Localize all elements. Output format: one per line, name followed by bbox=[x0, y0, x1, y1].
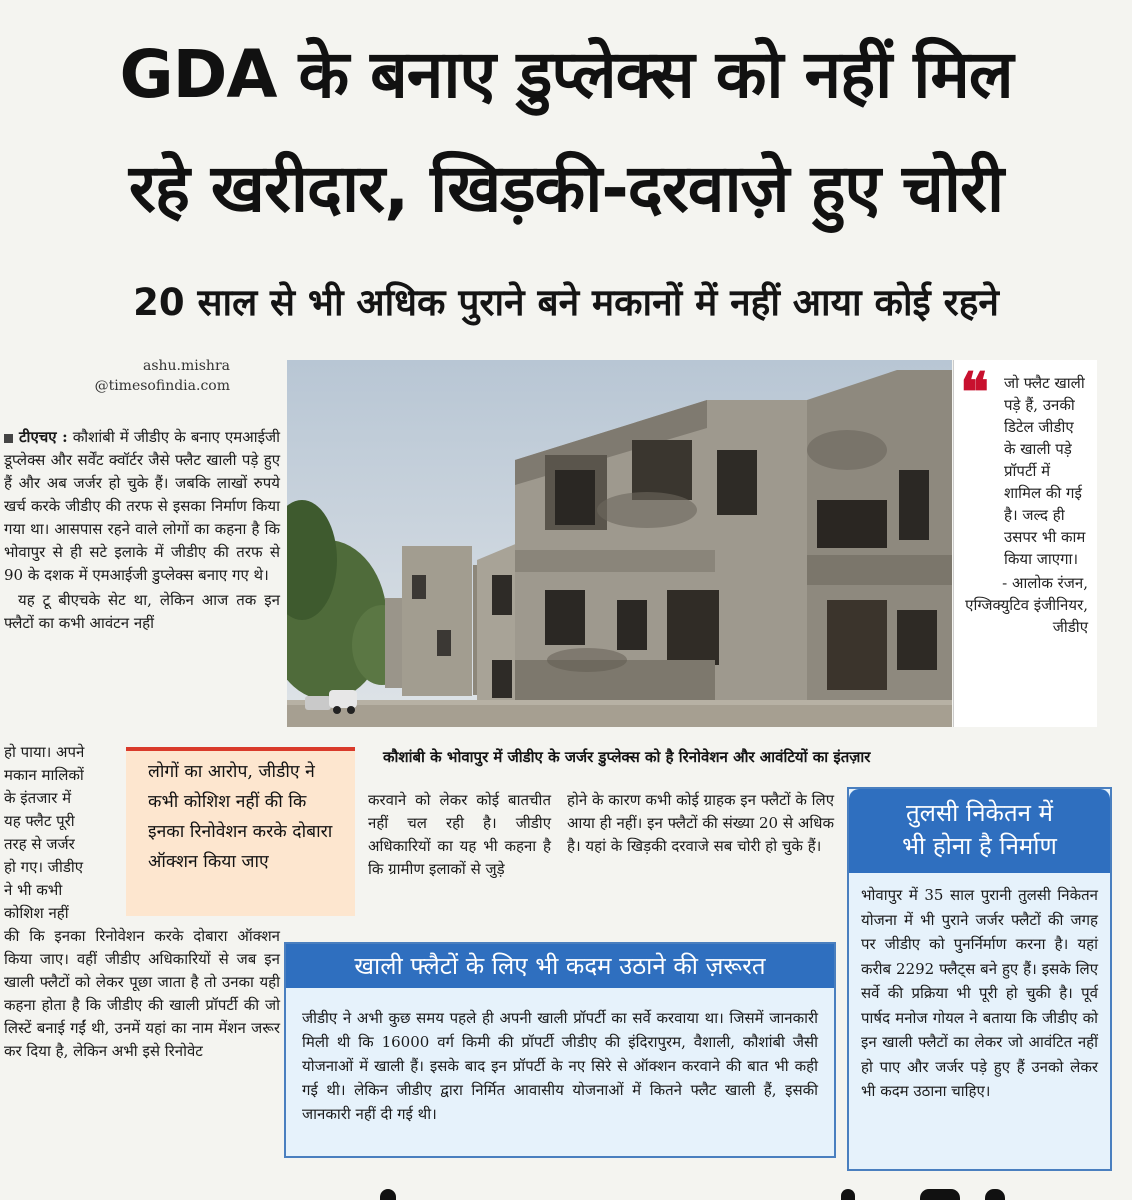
box-empty-flats-text: जीडीए ने अभी कुछ समय पहले ही अपनी खाली प्रॉपर्टी का सर्वे करवाया था। जिसमें जानकारी मिली थी कि 16000 वर्ग किमी की प्रॉपर्टी जीडीए की इंदिरापुरम, वैशाली, कौशांबी जैसी योजनाओं में खाली हैं। इसके बाद इन प्रॉपर्टी के नए सिरे से ऑक्शन करवाने की बात भी कही गई थी। लेकिन जीडीए द्वारा निर्मित आवासीय योजनाओं में कितने फ्लैट खाली हैं, इसकी जानकारी नहीं दी गई थी। bbox=[302, 1009, 818, 1123]
article-column-3: होने के कारण कभी कोई ग्राहक इन फ्लैटों के लिए आया ही नहीं। इन फ्लैटों की संख्या 20 से अधिक है। यहां के खिड़की दरवाजे सब चोरी हो चुके हैं। bbox=[567, 791, 834, 855]
narrow-line: यह फ्लैट पूरी bbox=[4, 812, 75, 830]
quote-text bbox=[964, 372, 1088, 638]
quote-box bbox=[953, 360, 1097, 727]
headline-line-2: रहे खरीदार, खिड़की-दरवाज़े हुए चोरी bbox=[128, 150, 1004, 227]
article-paragraph-3: की कि इनका रिनोवेशन करके दोबारा ऑक्शन किया जाए। वहीं जीडीए अधिकारियों से जब इन खाली फ्लैटों को लेकर पूछा जाता है तो उनका यही कहना होता है कि जीडीए की खाली प्रॉपर्टी की जो लिस्टें बनाई गईं थी, उनमें यहां का नाम मेंशन जरूर कर दिया है, लेकिन अभी इसे रिनोवेट bbox=[4, 927, 280, 1060]
quote-body: जो फ्लैट खाली पड़े हैं, उनकी डिटेल जीडीए के खाली पड़े प्रॉपर्टी में शामिल की गई है। जल्द ही उसपर भी काम किया जाएगा। bbox=[1004, 374, 1086, 568]
photo-caption: कौशांबी के भोवापुर में जीडीए के जर्जर डुप्लेक्स को है रिनोवेशन और आवंटियों का इंतज़ार bbox=[383, 748, 871, 766]
narrow-line: मकान मालिकों bbox=[4, 766, 84, 784]
article-column-1-top bbox=[4, 426, 280, 637]
box-tulsi-heading-line-2: भी होना है निर्माण bbox=[902, 832, 1057, 860]
quote-mark-icon: ❝ bbox=[960, 360, 990, 424]
byline bbox=[40, 356, 230, 396]
byline-name: ashu.mishra bbox=[142, 358, 230, 374]
duplex-buildings-photo bbox=[287, 360, 952, 727]
article-column-1-narrow bbox=[4, 741, 118, 925]
article-photo bbox=[287, 360, 952, 727]
box-tulsi-niketan bbox=[847, 787, 1112, 1171]
narrow-line: हो पाया। अपने bbox=[4, 743, 85, 761]
dateline: टीएचए : bbox=[19, 428, 68, 446]
box-empty-flats bbox=[284, 942, 836, 1158]
narrow-line: हो गए। जीडीए bbox=[4, 858, 84, 876]
article-column-2: करवाने को लेकर कोई बातचीत नहीं चल रही है। जीडीए अधिकारियों का यह भी कहना है कि ग्रामीण इलाकों से जुड़े bbox=[368, 791, 551, 878]
box-tulsi-text: भोवापुर में 35 साल पुरानी तुलसी निकेतन योजना में भी पुराने जर्जर फ्लैटों की जगह पर जीडीए को पुनर्निर्माण करना है। यहां करीब 2292 फ्लैट्स बने हुए हैं। इसके लिए सर्वे की प्रक्रिया भी पूरी हो चुकी है। पूर्व पार्षद मनोज गोयल ने बताया कि जीडीए को इन खाली फ्लैटों का लेकर जो आवंटित नहीं हो पाए और जर्जर पड़े हुए हैं उनको लेकर भी कदम उठाना चाहिए। bbox=[861, 886, 1098, 1100]
bullet-square-icon bbox=[4, 434, 13, 443]
pull-quote bbox=[126, 747, 355, 916]
narrow-line: ने भी कभी bbox=[4, 881, 63, 899]
box-tulsi-heading-line-1: तुलसी निकेतन में bbox=[906, 799, 1053, 827]
narrow-line: तरह से जर्जर bbox=[4, 835, 75, 853]
narrow-line: कोशिश नहीं bbox=[4, 904, 69, 922]
next-article-cutoff bbox=[0, 1183, 1132, 1200]
box-tulsi-heading bbox=[849, 789, 1110, 873]
subheadline: 20 साल से भी अधिक पुराने बने मकानों में नहीं आया कोई रहने bbox=[133, 281, 999, 324]
byline-handle: @timesofindia.com bbox=[94, 378, 230, 394]
article-paragraph-1: कौशांबी में जीडीए के बनाए एमआईजी डूप्लेक्स और सर्वेंट क्वॉर्टर जैसे फ्लैट खाली पड़े हुए हैं और अब जर्जर हो चुके हैं। जबकि लाखों रुपये खर्च करके जीडीए की तरफ से इसका निर्माण किया गया था। आसपास रहने वाले लोगों का कहना है कि भोवापुर से ही सटे इलाके में जीडीए की तरफ से 90 के दशक में एमआईजी डुप्लेक्स बनाए गए थे। bbox=[4, 428, 280, 584]
narrow-line: के इंतजार में bbox=[4, 789, 72, 807]
box-empty-flats-heading: खाली फ्लैटों के लिए भी कदम उठाने की ज़रूरत bbox=[286, 944, 834, 988]
headline-line-1: GDA के बनाए डुप्लेक्स को नहीं मिल bbox=[119, 36, 1013, 113]
article-paragraph-2: यह टू बीएचके सेट था, लेकिन आज तक इन फ्लैटों का कभी आवंटन नहीं bbox=[4, 591, 280, 632]
pull-quote-text: लोगों का आरोप, जीडीए ने कभी कोशिश नहीं की कि इनका रिनोवेशन करके दोबारा ऑक्शन किया जाए bbox=[148, 762, 333, 872]
quote-attribution: - आलोक रंजन, एग्जिक्युटिव इंजीनियर, जीडीए bbox=[965, 574, 1088, 636]
